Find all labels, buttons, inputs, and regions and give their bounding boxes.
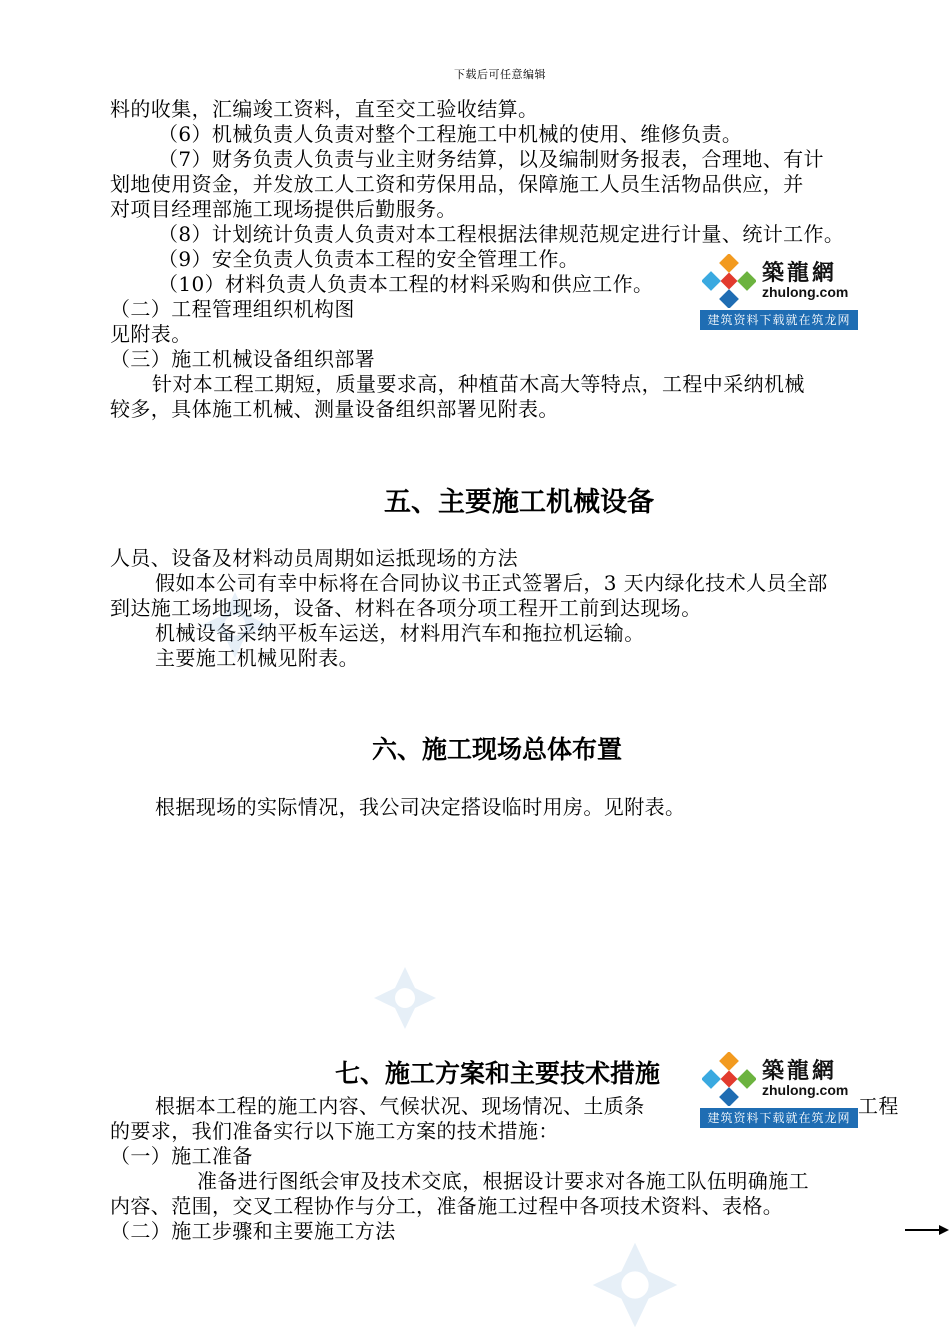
logo-chinese-name: 築龍網 — [762, 1059, 838, 1084]
paragraph-line: 针对本工程工期短，质量要求高，种植苗木高大等特点，工程中采纳机械 — [152, 372, 805, 396]
logo-chinese-name: 築龍網 — [762, 261, 838, 286]
logo-domain: zhulong.com — [762, 284, 849, 300]
heading-section-6: 六、施工现场总体布置 — [372, 735, 623, 764]
section-label: （三）施工机械设备组织部署 — [110, 347, 376, 371]
watermark-logo-icon — [372, 965, 438, 1031]
watermark-logo-icon — [590, 1240, 680, 1330]
paragraph-line: 的要求，我们准备实行以下施工方案的技术措施： — [110, 1119, 559, 1143]
paragraph-line: （6）机械负责人负责对整个工程施工中机械的使用、维修负责。 — [158, 122, 743, 146]
zhulong-mark-icon — [702, 1052, 756, 1106]
watermark-logo-icon — [200, 590, 270, 660]
paragraph-line: 准备进行图纸会审及技术交底，根据设计要求对各施工队伍明确施工 — [197, 1169, 809, 1193]
paragraph-line: 到达施工场地现场，设备、材料在各项分项工程开工前到达现场。 — [110, 596, 702, 620]
arrow-right-icon — [905, 1220, 950, 1240]
paragraph-line: 根据本工程的施工内容、气候状况、现场情况、土质条 — [155, 1094, 645, 1118]
paragraph-line: 假如本公司有幸中标将在合同协议书正式签署后，3 天内绿化技术人员全部 — [155, 571, 828, 595]
paragraph-line: 根据现场的实际情况，我公司决定搭设临时用房。见附表。 — [155, 795, 686, 819]
section-label: （二）施工步骤和主要施工方法 — [110, 1219, 396, 1243]
paragraph-line: 人员、设备及材料动员周期如运抵现场的方法 — [110, 546, 518, 570]
logo-tagline: 建筑资料下载就在筑龙网 — [700, 310, 858, 330]
paragraph-line: 划地使用资金，并发放工人工资和劳保用品，保障施工人员生活物品供应，并 — [110, 172, 804, 196]
paragraph-line: 内容、范围，交叉工程协作与分工，准备施工过程中各项技术资料、表格。 — [110, 1194, 784, 1218]
paragraph-line: 对项目经理部施工现场提供后勤服务。 — [110, 197, 457, 221]
paragraph-line: （10）材料负责人负责本工程的材料采购和供应工作。 — [158, 272, 654, 296]
paragraph-line: 机械设备采纳平板车运送，材料用汽车和拖拉机运输。 — [155, 621, 645, 645]
paragraph-line: 较多，具体施工机械、测量设备组织部署见附表。 — [110, 397, 559, 421]
heading-section-5: 五、主要施工机械设备 — [384, 487, 654, 518]
section-label: （一）施工准备 — [110, 1144, 253, 1168]
paragraph-line: 主要施工机械见附表。 — [155, 646, 359, 670]
paragraph-line: （8）计划统计负责人负责对本工程根据法律规范规定进行计量、统计工作。 — [158, 222, 845, 246]
paragraph-line: 见附表。 — [110, 322, 192, 346]
zhulong-logo — [700, 252, 858, 330]
zhulong-logo — [700, 1050, 858, 1128]
header-note: 下载后可任意编辑 — [454, 68, 546, 81]
section-label: （二）工程管理组织机构图 — [110, 297, 355, 321]
paragraph-line-end: 工程 — [858, 1094, 899, 1118]
paragraph-line: 料的收集，汇编竣工资料，直至交工验收结算。 — [110, 97, 539, 121]
zhulong-mark-icon — [702, 254, 756, 308]
paragraph-line: （9）安全负责人负责本工程的安全管理工作。 — [158, 247, 580, 271]
logo-domain: zhulong.com — [762, 1082, 849, 1098]
logo-tagline: 建筑资料下载就在筑龙网 — [700, 1108, 858, 1128]
heading-section-7: 七、施工方案和主要技术措施 — [335, 1059, 661, 1088]
paragraph-line: （7）财务负责人负责与业主财务结算，以及编制财务报表，合理地、有计 — [158, 147, 824, 171]
